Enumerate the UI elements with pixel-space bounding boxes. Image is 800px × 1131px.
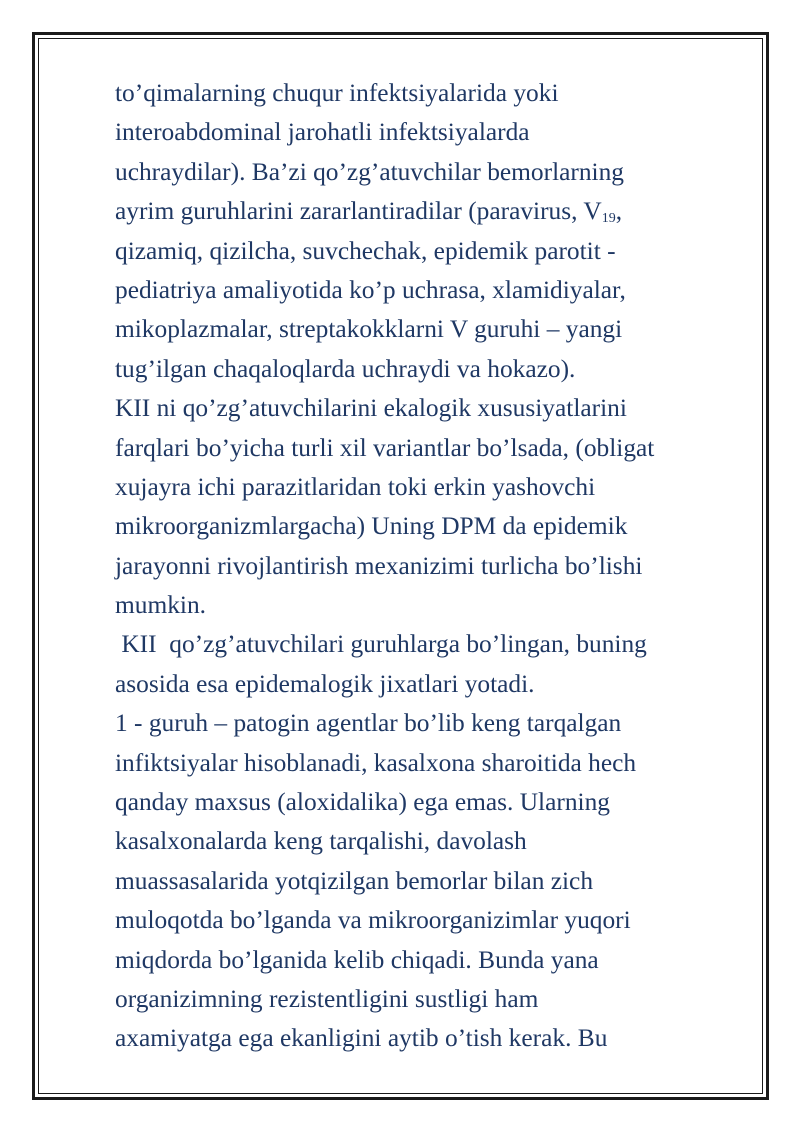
text-line: axamiyatga ega ekanligini aytib o’tish kerak. Bu <box>115 1024 608 1053</box>
text-line-part: , <box>615 197 623 226</box>
text-line: to’qimalarning chuqur infektsiyalarida yoki <box>115 79 559 107</box>
document-body <box>115 74 755 1059</box>
text-line: mikroorganizmlargacha) Uning DPM da epidemik <box>115 512 628 541</box>
text-line: KII ni qo’zg’atuvchilarini ekalogik xususiyatlarini <box>115 394 627 423</box>
text-line-part: ayrim guruhlarini zararlantiradilar (paravirus, V <box>115 197 602 226</box>
text-line: KII qo’zg’atuvchilari guruhlarga bo’lingan, buning <box>115 630 647 659</box>
text-line: qizamiq, qizilcha, suvchechak, epidemik parotit - <box>115 236 616 265</box>
text-line: interoabdominal jarohatli infektsiyalarda <box>115 118 530 147</box>
text-line <box>115 192 755 231</box>
text-line: qanday maxsus (aloxidalika) ega emas. Ularning <box>115 788 610 817</box>
text-line: organizimning rezistentligini sustligi ham <box>115 984 539 1013</box>
text-line: muassasalarida yotqizilgan bemorlar bilan zich <box>115 866 594 895</box>
text-line: pediatriya amaliyotida ko’p uchrasa, xlamidiyalar, <box>115 275 626 304</box>
text-line: mumkin. <box>115 591 206 620</box>
text-line: infiktsiyalar hisoblanadi, kasalxona sharoitida hech <box>115 748 637 777</box>
text-line: jarayonni rivojlantirish mexanizimi turlicha bo’lishi <box>115 551 643 580</box>
text-line: mikoplazmalar, streptakokklarni V guruhi – yangi <box>115 315 623 344</box>
text-line: miqdorda bo’lganida kelib chiqadi. Bunda yana <box>115 945 599 974</box>
text-line: asosida esa epidemalogik jixatlari yotadi. <box>115 669 535 698</box>
text-line: uchraydilar). Ba’zi qo’zg’atuvchilar bemorlarning <box>115 157 625 186</box>
text-line: tug’ilgan chaqaloqlarda uchraydi va hokazo). <box>115 354 576 383</box>
subscript: 19 <box>601 211 616 227</box>
text-line: xujayra ichi parazitlaridan toki erkin yashovchi <box>115 472 596 501</box>
text-line: farqlari bo’yicha turli xil variantlar bo’lsada, (obligat <box>115 433 655 462</box>
text-line: kasalxonalarda keng tarqalishi, davolash <box>115 827 527 856</box>
text-line: muloqotda bo’lganda va mikroorganizimlar yuqori <box>115 906 631 935</box>
text-line: 1 - guruh – patogin agentlar bo’lib keng tarqalgan <box>115 709 622 738</box>
